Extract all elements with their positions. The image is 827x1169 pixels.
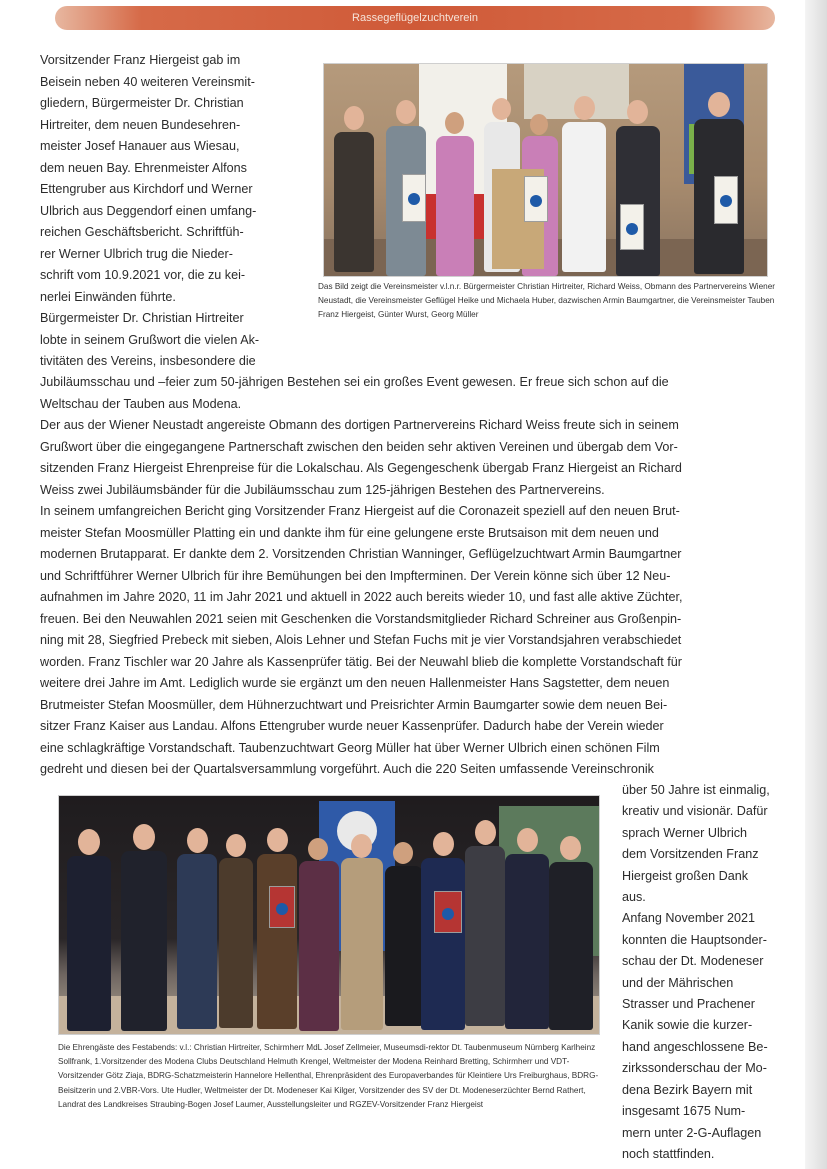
text-line: lobte in seinem Grußwort die vielen Ak- [40, 332, 260, 347]
text-line: Anfang November 2021 [622, 911, 756, 926]
text-line: modernen Brutapparat. Er dankte dem 2. Vorsitzenden Christian Wanninger, Geflügelzuchtwart Armin Baumgartner [40, 547, 682, 561]
person-head [517, 828, 538, 852]
photo-ehrengaeste [58, 795, 600, 1035]
page-edge [805, 0, 827, 1169]
person-head [226, 834, 246, 857]
text-line: weitere drei Jahre im Amt. Lediglich wurde sie ergänzt um den neuen Hallenmeister Hans Sagstetter, dem neuen [40, 676, 670, 690]
text-line: und der Mährischen [622, 975, 734, 990]
person-head [133, 824, 155, 850]
person-figure [421, 858, 465, 1030]
person-head [396, 100, 416, 124]
text-line: nerlei Einwänden führte. [40, 289, 176, 304]
text-line: insgesamt 1675 Num- [622, 1104, 746, 1119]
text-line: sitzer Franz Kaiser aus Landau. Alfons Ettengruber wurde neuer Kassenprüfer. Dadurch habe der Verein wieder [40, 719, 664, 733]
person-head [530, 114, 548, 135]
text-line: ning mit 28, Siegfried Prebeck mit sieben, Alois Lehner und Stefan Fuchs mit je vier Vorstandsjahren verabschiedet [40, 633, 682, 647]
person-figure [505, 854, 549, 1029]
text-line: Grußwort über die eingegangene Partnerschaft zwischen den beiden sehr aktiven Vereinen und übergab dem Vor- [40, 439, 678, 454]
person-figure [341, 858, 383, 1030]
text-line: noch stattfinden. [622, 1146, 715, 1161]
person-head [492, 98, 511, 120]
photo-caption-top: Das Bild zeigt die Vereinsmeister v.l.n.r. Bürgermeister Christian Hirtreiter, Richard Weiss, Obmann des Partnervereins Wiener Neustadt, die Vereinsmeister Geflügel Heike und Michaela Huber, dazwischen Armin Baumgartner, die Vereinsmeister Tauben Franz Hiergeist, Günter Wurst, Georg Müller [318, 282, 775, 320]
text-line: dem neuen Bay. Ehrenmeister Alfons [40, 160, 247, 175]
text-line: freuen. Bei den Neuwahlen 2021 seien mit Geschenken die Vorstandsmitglieder Richard Schreiner aus Großenpin- [40, 611, 682, 626]
person-head [445, 112, 464, 134]
text-line: kreativ und visionär. Dafür [622, 804, 768, 819]
person-head [560, 836, 581, 860]
text-line: dem Vorsitzenden Franz [622, 847, 759, 862]
text-line: meister Josef Hanauer aus Wiesau, [40, 139, 240, 153]
text-line: rer Werner Ulbrich trug die Nieder- [40, 246, 233, 261]
person-head [574, 96, 595, 120]
text-line: konnten die Hauptsonder- [622, 932, 767, 947]
person-head [708, 92, 730, 117]
text-line: schrift vom 10.9.2021 vor, die zu kei- [40, 268, 246, 282]
side-text [622, 780, 792, 1165]
person-figure [465, 846, 505, 1026]
person-figure [436, 136, 474, 276]
person-head [475, 820, 496, 845]
text-line: Bürgermeister Dr. Christian Hirtreiter [40, 311, 244, 325]
pennant-flag [402, 174, 426, 222]
text-line: sitzenden Franz Hiergeist Ehrenpreise für die Lokalschau. Als Gegengeschenk übergab Franz Hiergeist an Richard [40, 461, 682, 475]
person-figure [177, 854, 217, 1029]
text-line: meister Stefan Moosmüller Platting ein und dankte ihm für eine gelungene erste Brutsaison mit dem neuen und [40, 525, 659, 540]
text-line: reichen Geschäftsbericht. Schriftfüh- [40, 225, 244, 239]
text-line: Brutmeister Stefan Moosmüller, dem Hühnerzuchtwart und Preisrichter Armin Baumgarter sowie dem neuen Bei- [40, 697, 668, 712]
text-line: aus. [622, 890, 646, 905]
person-figure [299, 861, 339, 1031]
section-title: Rassegeflügelzuchtverein [352, 12, 478, 24]
person-head [344, 106, 364, 130]
text-line: sprach Werner Ulbrich [622, 825, 748, 840]
intro-text [40, 50, 295, 373]
text-line: dena Bezirk Bayern mit [622, 1082, 753, 1097]
text-line: Ulbrich aus Deggendorf einen umfang- [40, 203, 257, 218]
text-line: gliedern, Bürgermeister Dr. Christian [40, 96, 244, 110]
person-figure [219, 858, 253, 1028]
person-head [308, 838, 328, 860]
person-figure [616, 126, 660, 276]
text-line: Vorsitzender Franz Hiergeist gab im [40, 53, 241, 67]
text-line: hand angeschlossene Be- [622, 1039, 768, 1054]
pennant-flag [714, 176, 738, 224]
section-header-banner [55, 6, 775, 30]
person-head [351, 834, 372, 858]
text-line: In seinem umfangreichen Bericht ging Vorsitzender Franz Hiergeist auf die Coronazeit speziell auf den neuen Brut- [40, 504, 680, 518]
text-line: Ettengruber aus Kirchdorf und Werner [40, 182, 253, 196]
text-line: Kanik sowie die kurzer- [622, 1018, 753, 1033]
person-head [393, 842, 413, 864]
pennant-flag [524, 176, 548, 222]
person-figure [562, 122, 606, 272]
person-figure [121, 851, 167, 1031]
text-line: Der aus der Wiener Neustadt angereiste Obmann des dortigen Partnervereins Richard Weiss freute sich in seinem [40, 418, 679, 432]
person-head [627, 100, 648, 124]
person-head [187, 828, 208, 853]
text-line: Weiss zwei Jubiläumsbänder für die Jubiläumsschau zum 125-jährigen Bestehen des Partnervereins. [40, 482, 605, 497]
person-figure [257, 854, 297, 1029]
person-figure [549, 862, 593, 1030]
text-line: mern unter 2-G-Auflagen [622, 1125, 762, 1140]
text-line: Beisein neben 40 weiteren Vereinsmit- [40, 74, 255, 89]
text-line: über 50 Jahre ist einmalig, [622, 783, 770, 797]
text-line: Hirtreiter, dem neuen Bundesehren- [40, 117, 241, 132]
photo-vereinsmeister [323, 63, 768, 277]
photo-caption-bottom: Die Ehrengäste des Festabends: v.l.: Christian Hirtreiter, Schirmherr MdL Josef Zellmeier, Museumsdi-rektor Dt. Taubenmuseum Nürnberg Karlheinz Sollfrank, 1.Vorsitzender des Modena Clubs Deutschland Helmuth Krengel, Weltmeister der Modena Reinhard Bretting, Schirmherr und VDT-Vorsitzender Götz Ziaja, BDRG-Schatzmeisterin Hannelore Hellenthal, Ehrenpräsident des Europaverbandes für Kleintiere Urs Freiburghaus, BDRG-Beisitzerin und 2.VBR-Vors. Ute Hudler, Weltmeister der Dt. Modeneser Kai Kilger, Vorsitzender des SV der Dt. Modeneserzüchter Bernd Rathert, Landrat des Landkreises Straubing-Bogen Josef Laumer, Ausstellungsleiter und RGZEV-Vorsitzender Franz Hiergeist [58, 1043, 599, 1109]
text-line: gedreht und diesen bei der Quartalsversammlung vorgeführt. Auch die 220 Seiten umfassende Vereinschronik [40, 762, 654, 776]
award-frame [434, 891, 462, 933]
pennant-flag [620, 204, 644, 250]
person-head [267, 828, 288, 852]
text-line: Weltschau der Tauben aus Modena. [40, 396, 242, 411]
text-line: worden. Franz Tischler war 20 Jahre als Kassenprüfer tätig. Bei der Neuwahl blieb die komplette Vorstandschaft für [40, 654, 682, 669]
text-line: Hiergeist großen Dank [622, 868, 748, 883]
text-line: aufnahmen im Jahre 2020, 11 im Jahr 2021 und aktuell in 2022 auch bereits wieder 10, und fast alle aktive Züchter, [40, 590, 683, 604]
person-figure [385, 866, 423, 1026]
award-frame [269, 886, 295, 928]
person-figure [334, 132, 374, 272]
text-line: und Schriftführer Werner Ulbrich für ihre Bemühungen bei den Impfterminen. Der Verein könne sich über 12 Neu- [40, 568, 671, 583]
text-line: eine schlagkräftige Vorstandschaft. Taubenzuchtwart Georg Müller hat über Werner Ulbrich einen schönen Film [40, 740, 660, 755]
person-head [78, 829, 100, 855]
text-line: tivitäten des Vereins, insbesondere die [40, 354, 256, 368]
text-line: Jubiläumsschau und –feier zum 50-jährigen Bestehen sei ein großes Event gewesen. Er freue sich schon auf die [40, 375, 669, 389]
main-text [40, 372, 790, 781]
person-head [433, 832, 454, 856]
text-line: schau der Dt. Modeneser [622, 954, 764, 969]
text-line: zirkssonderschau der Mo- [622, 1061, 767, 1076]
text-line: Strasser und Prachener [622, 997, 756, 1012]
person-figure [67, 856, 111, 1031]
